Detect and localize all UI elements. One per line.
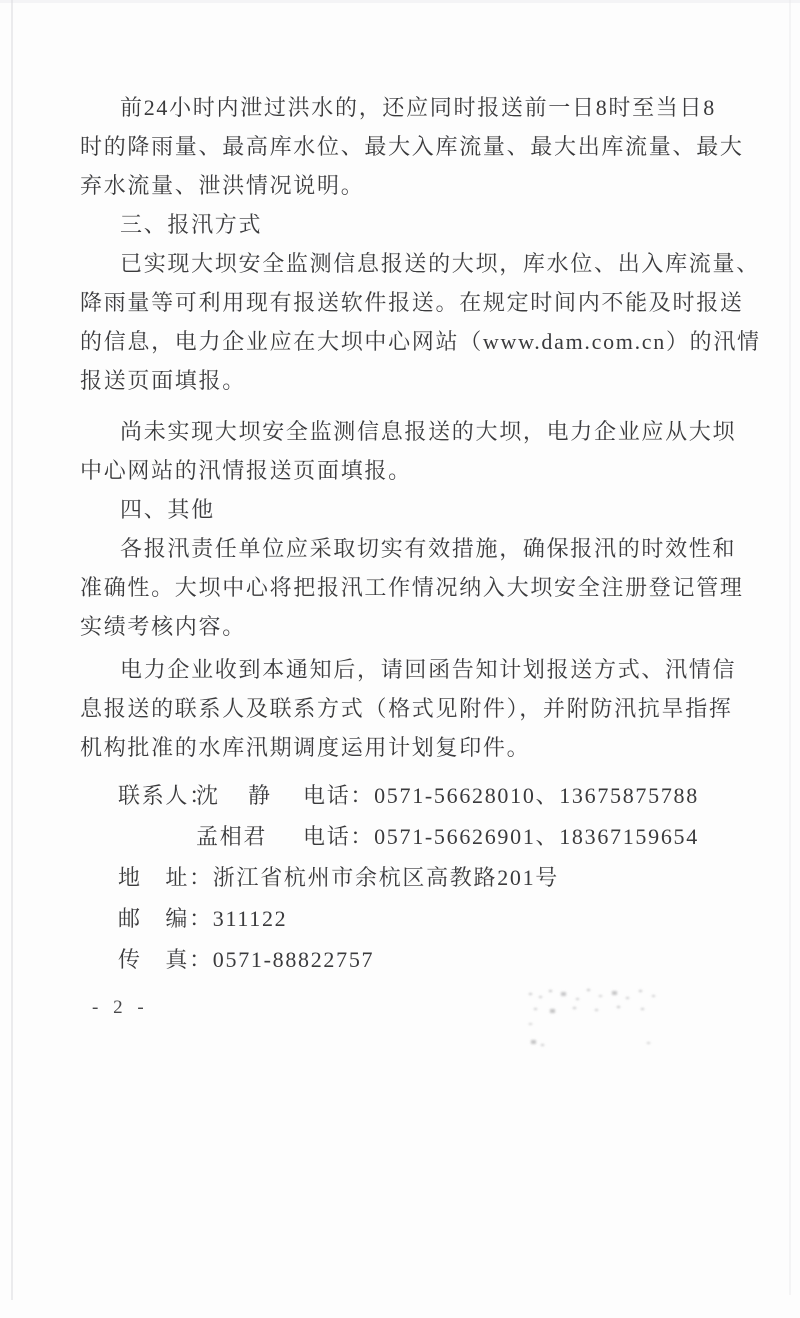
paragraph-line: 机构批准的水库汛期调度运用计划复印件。 [80, 735, 531, 760]
contact-postcode-line: 邮 编：311122 [118, 906, 288, 931]
contact-block [80, 775, 740, 980]
paragraph-line: 前24小时内泄过洪水的，还应同时报送前一日8时至当日8 [120, 95, 716, 120]
contact-address-line: 地 址：浙江省杭州市余杭区高教路201号 [118, 865, 560, 890]
paragraph-line: 中心网站的汛情报送页面填报。 [80, 458, 412, 483]
contact-name: 孟相君 [196, 824, 268, 849]
ink-smudge-artifact [527, 985, 677, 1055]
paragraph-line: 准确性。大坝中心将把报汛工作情况纳入大坝安全注册登记管理 [80, 575, 744, 600]
contact-row [80, 775, 740, 816]
contact-fax-line: 传 真：0571-88822757 [118, 947, 375, 972]
contact-phone: 电话：0571-56626901、18367159654 [303, 824, 699, 849]
paragraph-line: 时的降雨量、最高库水位、最大入库流量、最大出库流量、最大 [80, 134, 744, 159]
paragraph-line: 降雨量等可利用现有报送软件报送。在规定时间内不能及时报送 [80, 290, 744, 315]
paragraph-line: 尚未实现大坝安全监测信息报送的大坝，电力企业应从大坝 [120, 419, 737, 444]
contact-label [118, 816, 196, 857]
page-top-edge [0, 0, 800, 3]
document-body [80, 88, 761, 1020]
paragraph-line: 电力企业收到本通知后，请回函告知计划报送方式、汛情信 [120, 657, 737, 682]
section-heading-line: 四、其他 [120, 497, 215, 522]
paragraph-line: 弃水流量、泄洪情况说明。 [80, 173, 365, 198]
page-number: - 2 - [92, 997, 149, 1018]
paragraph-line: 各报汛责任单位应采取切实有效措施，确保报汛的时效性和 [120, 536, 737, 561]
contact-row [80, 816, 740, 857]
page-left-edge [11, 0, 13, 1300]
ink-smudge-dots [529, 993, 532, 995]
paragraph-line: 报送页面填报。 [80, 368, 246, 393]
paragraph-line: 实绩考核内容。 [80, 614, 246, 639]
paragraph-line: 已实现大坝安全监测信息报送的大坝，库水位、出入库流量、 [120, 251, 760, 276]
section-heading-line: 三、报汛方式 [120, 212, 263, 237]
page-right-edge [789, 0, 791, 1295]
contact-phone: 电话：0571-56628010、13675875788 [303, 783, 699, 808]
paragraph-line: 的信息，电力企业应在大坝中心网站（www.dam.com.cn）的汛情 [80, 329, 761, 354]
contact-label: 联系人： [118, 783, 213, 808]
paragraph-line: 息报送的联系人及联系方式（格式见附件），并附防汛抗旱指挥 [80, 696, 733, 721]
contact-name: 沈静 [196, 783, 301, 808]
